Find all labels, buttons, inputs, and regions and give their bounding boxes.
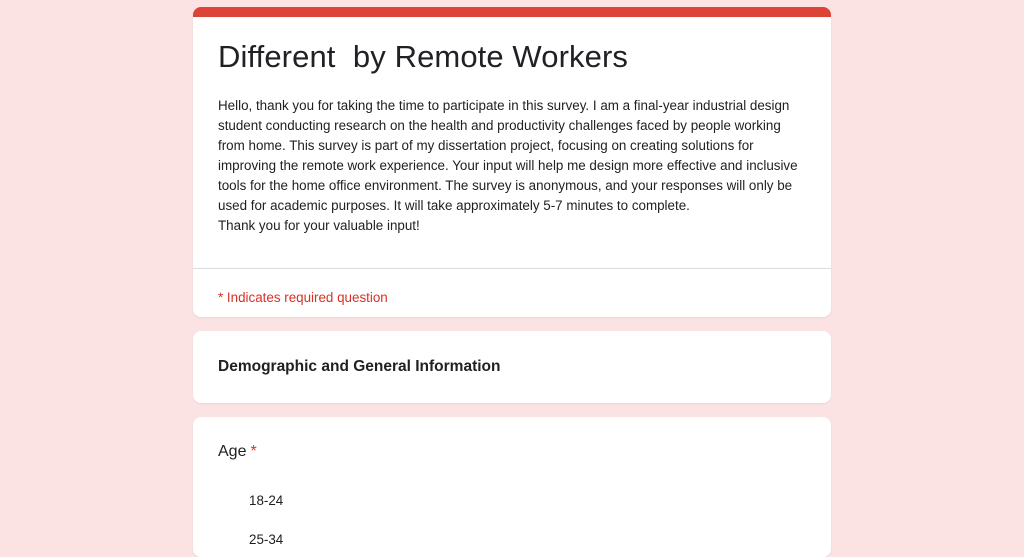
required-asterisk: *: [250, 443, 257, 460]
form-title: Different by Remote Workers: [218, 39, 628, 74]
section-header-card: [193, 331, 831, 403]
option-label: 25-34: [249, 532, 284, 547]
header-divider: [193, 268, 831, 269]
form-header-card: [193, 7, 831, 317]
required-question-note: * Indicates required question: [218, 290, 388, 305]
question-title: Age: [218, 443, 247, 460]
question-label: [218, 443, 257, 461]
age-option-18-24[interactable]: [249, 493, 283, 508]
question-card-age: [193, 417, 831, 557]
section-title: Demographic and General Information: [218, 358, 501, 375]
option-label: 18-24: [249, 493, 284, 508]
age-option-25-34[interactable]: [249, 532, 283, 547]
form-description: Hello, thank you for taking the time to participate in this survey. I am a final-year industrial design student conducting research on the health and productivity challenges faced by people working from home. This survey is part of my dissertation project, focusing on creating solutions for improving the remote work experience. Your input will help me design more effective and inclusive tools for the home office environment. The survey is anonymous, and your responses will only be used for academic purposes. It will take approximately 5-7 minutes to complete. Thank you for your valuable input!: [218, 98, 798, 233]
